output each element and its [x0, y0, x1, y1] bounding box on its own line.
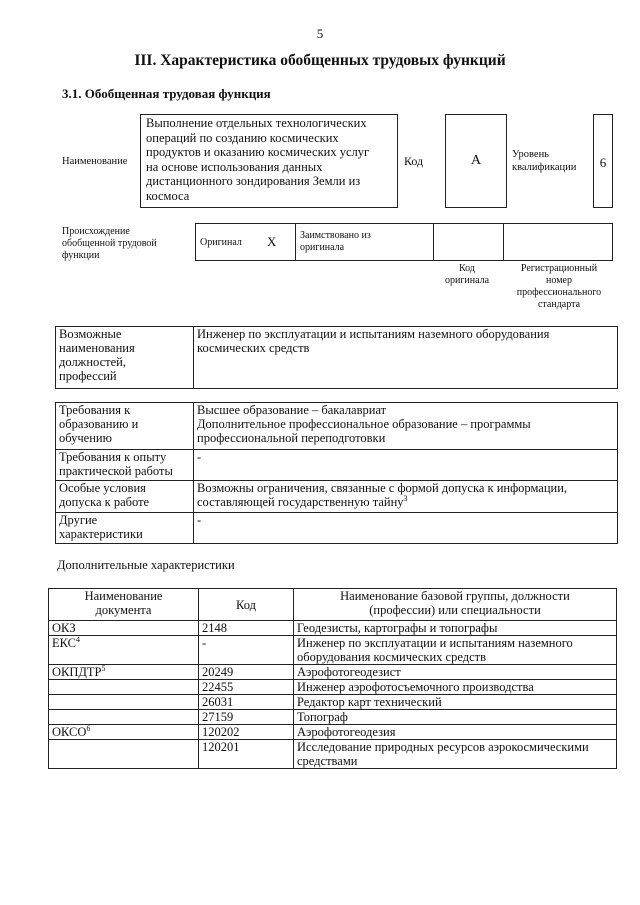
table-row	[49, 680, 617, 695]
section-title: III. Характеристика обобщенных трудовых функций	[134, 52, 506, 69]
origin-row	[195, 223, 613, 261]
positions-table	[55, 326, 618, 389]
additional-title: Дополнительные характеристики	[57, 558, 235, 572]
row-name: Инженер по эксплуатации и испытаниям наземного оборудования космических средств	[294, 636, 617, 665]
row-code: 120202	[199, 725, 294, 740]
additional-table	[48, 588, 617, 769]
table-row	[49, 636, 617, 665]
level-value: 6	[599, 155, 607, 170]
table-row	[49, 725, 617, 740]
row-code: 20249	[199, 665, 294, 680]
row-code: 26031	[199, 695, 294, 710]
footnote-mark: 6	[86, 723, 91, 733]
row-name: Исследование природных ресурсов аэрокосмическими средствами	[294, 740, 617, 769]
row-document	[49, 621, 199, 636]
document-name: ОКСО	[52, 725, 87, 739]
table-row	[49, 740, 617, 769]
other-characteristics-value: -	[194, 513, 618, 544]
row-name: Аэрофотогеодезист	[294, 665, 617, 680]
function-name-value: Выполнение отдельных технологических операций по созданию космических продуктов и оказанию космических услуг на основе использования данных дистанционного зондирования Земли из космоса	[140, 114, 398, 208]
registration-number-caption: Регистрационный номер профессионального стандарта	[516, 263, 602, 310]
row-name: Топограф	[294, 710, 617, 725]
document-name: ЕКС	[52, 636, 76, 650]
level-value-box	[593, 114, 613, 208]
footnote-3: 3	[403, 493, 408, 503]
requirements-table	[55, 402, 618, 544]
borrowed-label: Заимствовано из оригинала	[300, 230, 371, 253]
document-name: ОКПДТР	[52, 665, 102, 679]
row-document	[49, 725, 199, 740]
subsection-title: 3.1. Обобщенная трудовая функция	[62, 86, 271, 101]
other-characteristics-label: Другие характеристики	[56, 513, 194, 544]
row-document	[49, 680, 199, 695]
header-code: Код	[199, 589, 294, 621]
row-name: Редактор карт технический	[294, 695, 617, 710]
original-label: Оригинал	[200, 237, 242, 248]
code-value-box	[445, 114, 507, 208]
code-label: Код	[404, 154, 424, 168]
row-document	[49, 740, 199, 769]
footnote-mark: 5	[101, 663, 106, 673]
row-code: -	[199, 636, 294, 665]
name-label: Наименование	[62, 156, 128, 167]
table-row	[49, 665, 617, 680]
table-row	[49, 621, 617, 636]
table-row	[49, 710, 617, 725]
header-name: Наименование базовой группы, должности (профессии) или специальности	[294, 589, 617, 621]
row-name: Инженер аэрофотосъемочного производства	[294, 680, 617, 695]
special-conditions-value: Возможны ограничения, связанные с формой допуска к информации, составляющей государственную тайну	[197, 481, 568, 509]
positions-value: Инженер по эксплуатации и испытаниям наземного оборудования космических средств	[194, 327, 618, 389]
row-code: 2148	[199, 621, 294, 636]
row-document	[49, 710, 199, 725]
special-conditions-cell	[194, 481, 618, 513]
experience-label: Требования к опыту практической работы	[56, 450, 194, 481]
header-document: Наименование документа	[49, 589, 199, 621]
original-code-caption: Код оригинала	[444, 263, 490, 286]
row-name: Геодезисты, картографы и топографы	[294, 621, 617, 636]
document-name: ОКЗ	[52, 621, 76, 635]
origin-label: Происхождение обобщенной трудовой функции	[62, 226, 157, 261]
table-row	[49, 695, 617, 710]
row-document	[49, 665, 199, 680]
row-name: Аэрофотогеодезия	[294, 725, 617, 740]
education-label: Требования к образованию и обучению	[56, 403, 194, 450]
original-mark: X	[267, 234, 277, 249]
education-value: Высшее образование – бакалавриат Дополнительное профессиональное образование – программы профессиональной переподготовки	[194, 403, 618, 450]
row-document	[49, 695, 199, 710]
special-conditions-label: Особые условия допуска к работе	[56, 481, 194, 513]
row-code: 27159	[199, 710, 294, 725]
experience-value: -	[194, 450, 618, 481]
footnote-mark: 4	[76, 634, 80, 644]
row-document	[49, 636, 199, 665]
code-value: A	[470, 153, 482, 168]
row-code: 22455	[199, 680, 294, 695]
level-label: Уровень квалификации	[512, 149, 577, 173]
page-number: 5	[316, 26, 324, 41]
row-code: 120201	[199, 740, 294, 769]
positions-label: Возможные наименования должностей, профессий	[56, 327, 194, 389]
